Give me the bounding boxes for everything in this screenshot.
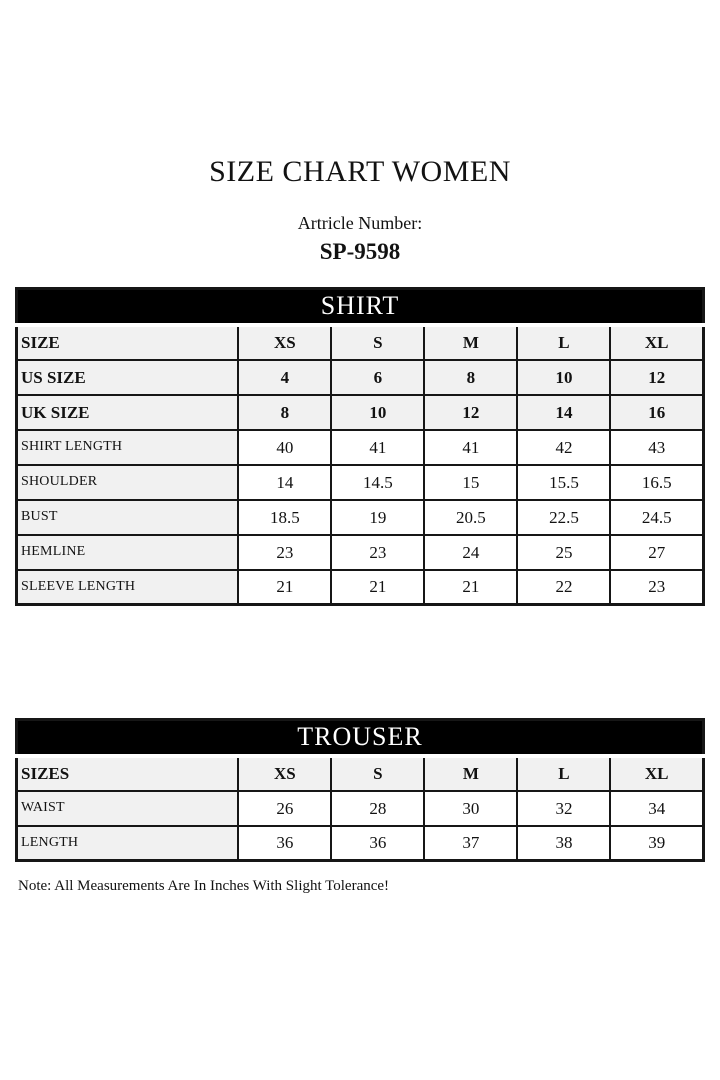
cell: 42	[517, 430, 610, 465]
cell: 15.5	[517, 465, 610, 500]
row-label: SHOULDER	[17, 465, 239, 500]
cell: 22.5	[517, 500, 610, 535]
cell: 37	[424, 826, 517, 861]
cell: 20.5	[424, 500, 517, 535]
cell: S	[331, 325, 424, 360]
row-label: LENGTH	[17, 826, 239, 861]
cell: 41	[331, 430, 424, 465]
cell: S	[331, 756, 424, 791]
table-row-shoulder	[17, 465, 704, 500]
shirt-banner-row	[17, 289, 704, 325]
cell: 21	[424, 570, 517, 605]
shirt-size-table	[15, 287, 705, 606]
table-row-us-size	[17, 360, 704, 395]
table-row-sleeve-length	[17, 570, 704, 605]
cell: 16	[610, 395, 703, 430]
cell: L	[517, 756, 610, 791]
cell: L	[517, 325, 610, 360]
cell: 26	[238, 791, 331, 826]
cell: 22	[517, 570, 610, 605]
table-row-uk-size	[17, 395, 704, 430]
cell: 15	[424, 465, 517, 500]
cell: 23	[331, 535, 424, 570]
row-label: BUST	[17, 500, 239, 535]
cell: XS	[238, 756, 331, 791]
cell: XL	[610, 325, 703, 360]
cell: XS	[238, 325, 331, 360]
cell: 12	[424, 395, 517, 430]
table-row-bust	[17, 500, 704, 535]
cell: 21	[331, 570, 424, 605]
cell: 23	[238, 535, 331, 570]
cell: 24	[424, 535, 517, 570]
cell: 18.5	[238, 500, 331, 535]
row-label: HEMLINE	[17, 535, 239, 570]
cell: 6	[331, 360, 424, 395]
cell: 10	[517, 360, 610, 395]
cell: M	[424, 756, 517, 791]
cell: 32	[517, 791, 610, 826]
cell: 14.5	[331, 465, 424, 500]
cell: 16.5	[610, 465, 703, 500]
cell: 21	[238, 570, 331, 605]
cell: 38	[517, 826, 610, 861]
cell: 19	[331, 500, 424, 535]
cell: 8	[424, 360, 517, 395]
cell: 27	[610, 535, 703, 570]
trouser-size-table	[15, 718, 705, 862]
cell: 24.5	[610, 500, 703, 535]
cell: 4	[238, 360, 331, 395]
row-label: SHIRT LENGTH	[17, 430, 239, 465]
cell: 40	[238, 430, 331, 465]
table-row-shirt-length	[17, 430, 704, 465]
row-label: SIZES	[17, 756, 239, 791]
table-row-waist	[17, 791, 704, 826]
cell: 8	[238, 395, 331, 430]
cell: 28	[331, 791, 424, 826]
article-number-label: Artricle Number:	[297, 213, 423, 233]
cell: 12	[610, 360, 703, 395]
table-row-sizes	[17, 756, 704, 791]
table-row-size	[17, 325, 704, 360]
row-label: UK SIZE	[17, 395, 239, 430]
cell: 23	[610, 570, 703, 605]
trouser-banner-row	[17, 720, 704, 756]
table-row-length	[17, 826, 704, 861]
shirt-table-banner: SHIRT	[17, 289, 704, 325]
cell: M	[424, 325, 517, 360]
measurement-note: Note: All Measurements Are In Inches With Slight Tolerance!	[18, 878, 390, 895]
cell: 14	[238, 465, 331, 500]
cell: 14	[517, 395, 610, 430]
article-number-value: SP-9598	[319, 238, 401, 264]
trouser-table-banner: TROUSER	[17, 720, 704, 756]
cell: 25	[517, 535, 610, 570]
cell: 10	[331, 395, 424, 430]
cell: 34	[610, 791, 703, 826]
row-label: SIZE	[17, 325, 239, 360]
cell: XL	[610, 756, 703, 791]
cell: 36	[331, 826, 424, 861]
row-label: WAIST	[17, 791, 239, 826]
cell: 43	[610, 430, 703, 465]
cell: 36	[238, 826, 331, 861]
cell: 39	[610, 826, 703, 861]
cell: 41	[424, 430, 517, 465]
table-row-hemline	[17, 535, 704, 570]
page-title: SIZE CHART WOMEN	[209, 155, 511, 188]
row-label: US SIZE	[17, 360, 239, 395]
row-label: SLEEVE LENGTH	[17, 570, 239, 605]
cell: 30	[424, 791, 517, 826]
